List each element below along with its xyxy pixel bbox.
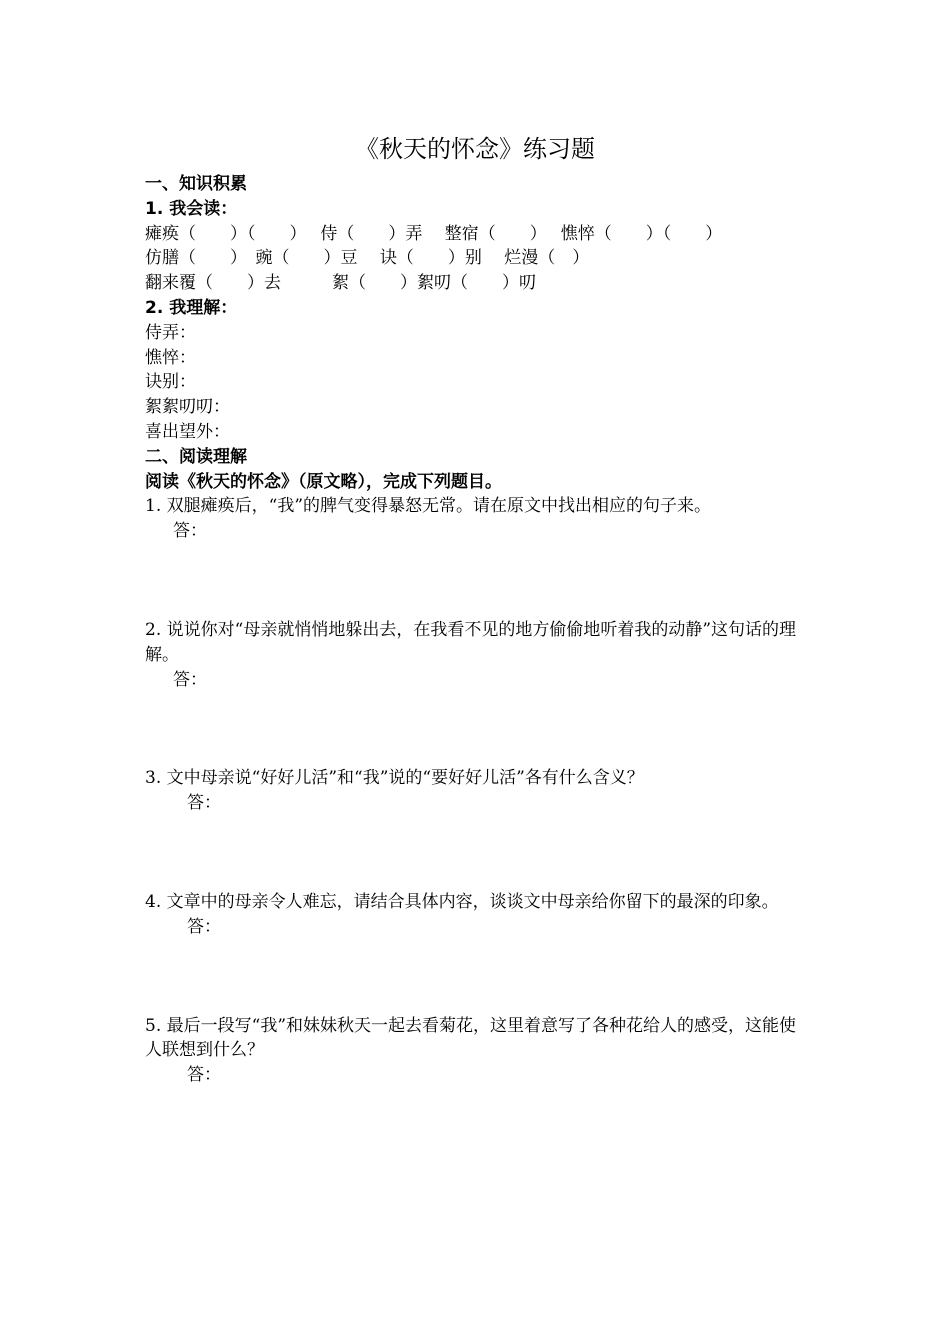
question-4: 4. 文章中的母亲令人难忘，请结合具体内容，谈谈文中母亲给你留下的最深的印象。 <box>145 891 779 912</box>
pinyin-line-1: 瘫痪（ ）（ ） 侍（ ）弄 整宿（ ） 憔悴（ ）（ ） <box>145 223 723 244</box>
answer-label-2: 答： <box>173 669 207 690</box>
question-2: 2. 说说你对“母亲就悄悄地躲出去，在我看不见的地方偷偷地听着我的动静”这句话的理解。 <box>145 619 797 665</box>
answer-space-1[interactable] <box>145 544 810 618</box>
section-heading-reading: 二、阅读理解 <box>145 446 247 467</box>
answer-label-4: 答： <box>187 916 221 937</box>
pinyin-line-2: 仿膳（ ） 豌（ ）豆 诀（ ）别 烂漫（ ） <box>145 248 590 269</box>
answer-space-2[interactable] <box>145 692 810 766</box>
pinyin-line-3: 翻来覆（ ）去 絮（ ）絮叨（ ）叨 <box>145 273 536 294</box>
page-title: 《秋天的怀念》练习题 <box>355 135 595 163</box>
term-jueble: 诀别： <box>145 372 196 393</box>
question-3: 3. 文中母亲说“好好儿活”和“我”说的“要好好儿活”各有什么含义？ <box>145 768 644 789</box>
term-xuxudaodao: 絮絮叨叨： <box>145 397 230 418</box>
subheading-understanding: 2. 我理解： <box>145 297 238 318</box>
question-1: 1. 双腿瘫痪后，“我”的脾气变得暴怒无常。请在原文中找出相应的句子来。 <box>145 496 712 517</box>
answer-label-3: 答： <box>187 793 221 814</box>
section-heading-knowledge: 一、知识积累 <box>145 174 247 194</box>
answer-label-5: 答： <box>187 1065 221 1086</box>
question-5: 5. 最后一段写“我”和妹妹秋天一起去看菊花，这里着意写了各种花给人的感受，这能使人联想到什么？ <box>145 1015 797 1061</box>
answer-space-3[interactable] <box>145 816 810 890</box>
subheading-reading: 1. 我会读： <box>145 198 238 219</box>
worksheet-content <box>145 172 810 1088</box>
term-qiaocui: 憔悴： <box>145 347 196 368</box>
term-xichuwangwai: 喜出望外： <box>145 421 230 442</box>
reading-instructions: 阅读《秋天的怀念》（原文略），完成下列题目。 <box>145 471 502 492</box>
term-shinong: 侍弄： <box>145 322 196 343</box>
answer-space-4[interactable] <box>145 940 810 1014</box>
answer-label-1: 答： <box>173 521 207 542</box>
